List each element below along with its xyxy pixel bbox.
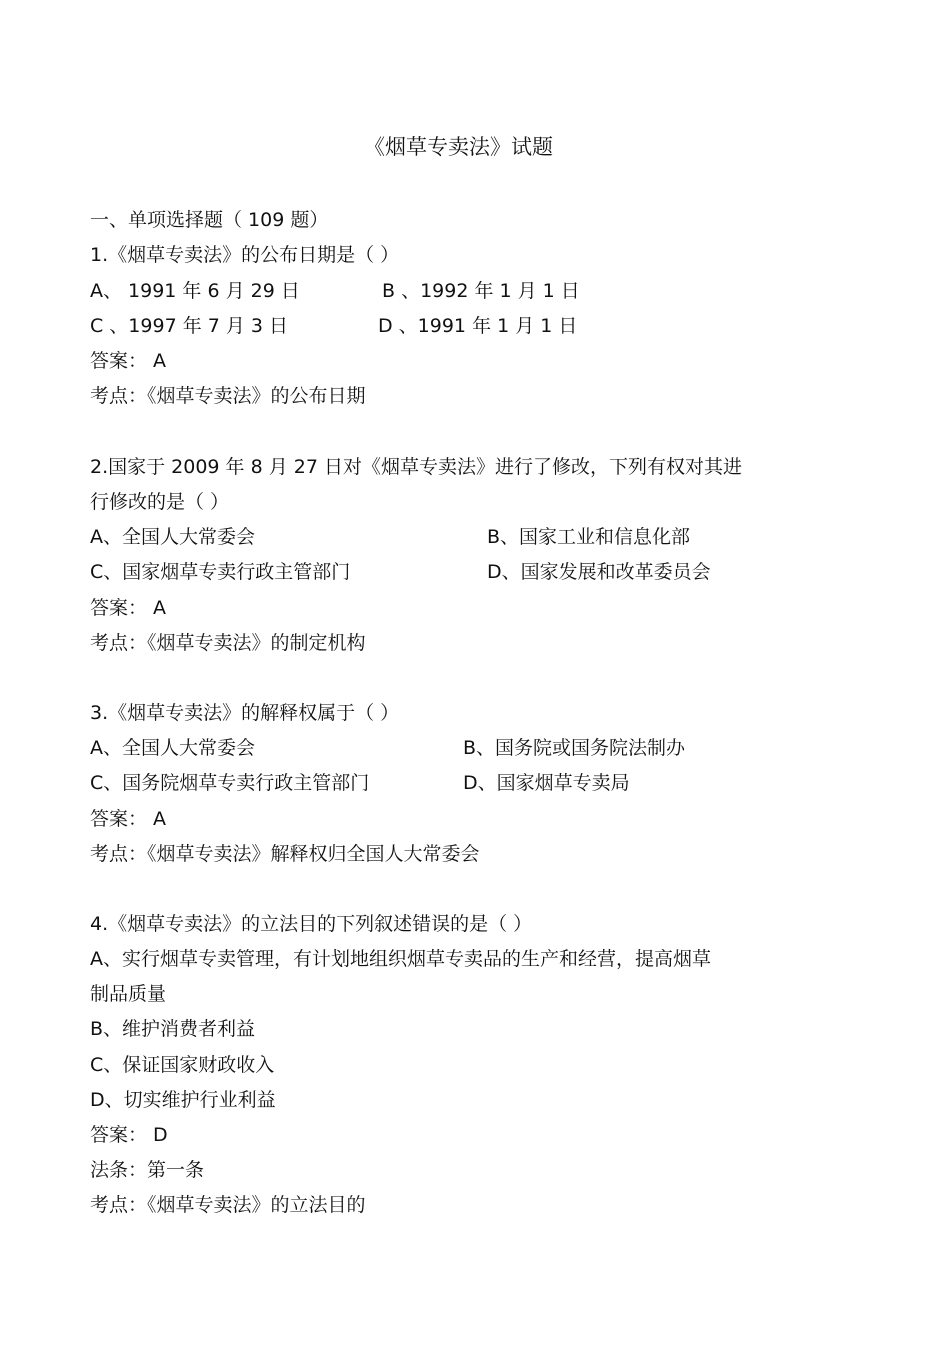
question-4-option-d: D、切实维护行业利益 [90,1089,276,1111]
question-3-option-c: C、国务院烟草专卖行政主管部门 [90,772,370,794]
question-4-option-a-line-2: 制品质量 [90,983,167,1005]
question-2-point: 考点：《烟草专卖法》的制定机构 [90,632,366,654]
question-3-answer: 答案： A [90,808,167,830]
question-4-point: 考点：《烟草专卖法》的立法目的 [90,1194,366,1216]
question-2-stem-line-1: 2.国家于 2009 年 8 月 27 日对《烟草专卖法》进行了修改，下列有权对其进 [90,456,742,478]
question-2-option-a: A、全国人大常委会 [90,526,255,548]
question-1-option-b: B 、1992 年 1 月 1 日 [382,280,580,302]
question-3-option-b: B、国务院或国务院法制办 [463,737,686,759]
document-title: 《烟草专卖法》试题 [364,135,553,159]
question-4-option-a-line-1: A、实行烟草专卖管理，有计划地组织烟草专卖品的生产和经营，提高烟草 [90,948,711,970]
question-4-law: 法条：第一条 [90,1159,205,1181]
question-2-option-c: C、国家烟草专卖行政主管部门 [90,561,351,583]
question-4-option-b: B、维护消费者利益 [90,1018,256,1040]
question-1-option-a: A、 1991 年 6 月 29 日 [90,280,300,302]
question-4-stem: 4.《烟草专卖法》的立法目的下列叙述错误的是（ ） [90,913,533,935]
question-1-stem: 1.《烟草专卖法》的公布日期是（ ） [90,244,400,266]
question-4-option-c: C、保证国家财政收入 [90,1054,275,1076]
question-1-option-d: D 、1991 年 1 月 1 日 [378,315,578,337]
question-4-answer: 答案： D [90,1124,168,1146]
section-heading: 一、单项选择题（ 109 题） [90,209,329,231]
question-1-answer: 答案： A [90,350,167,372]
question-2-answer: 答案： A [90,597,167,619]
question-2-option-d: D、国家发展和改革委员会 [487,561,711,583]
question-1-point: 考点：《烟草专卖法》的公布日期 [90,385,366,407]
question-3-stem: 3.《烟草专卖法》的解释权属于（ ） [90,702,400,724]
question-2-option-b: B、国家工业和信息化部 [487,526,691,548]
question-3-option-d: D、国家烟草专卖局 [463,772,630,794]
question-2-stem-line-2: 行修改的是（ ） [90,491,230,513]
question-3-option-a: A、全国人大常委会 [90,737,255,759]
question-1-option-c: C 、1997 年 7 月 3 日 [90,315,289,337]
question-3-point: 考点：《烟草专卖法》解释权归全国人大常委会 [90,843,480,865]
